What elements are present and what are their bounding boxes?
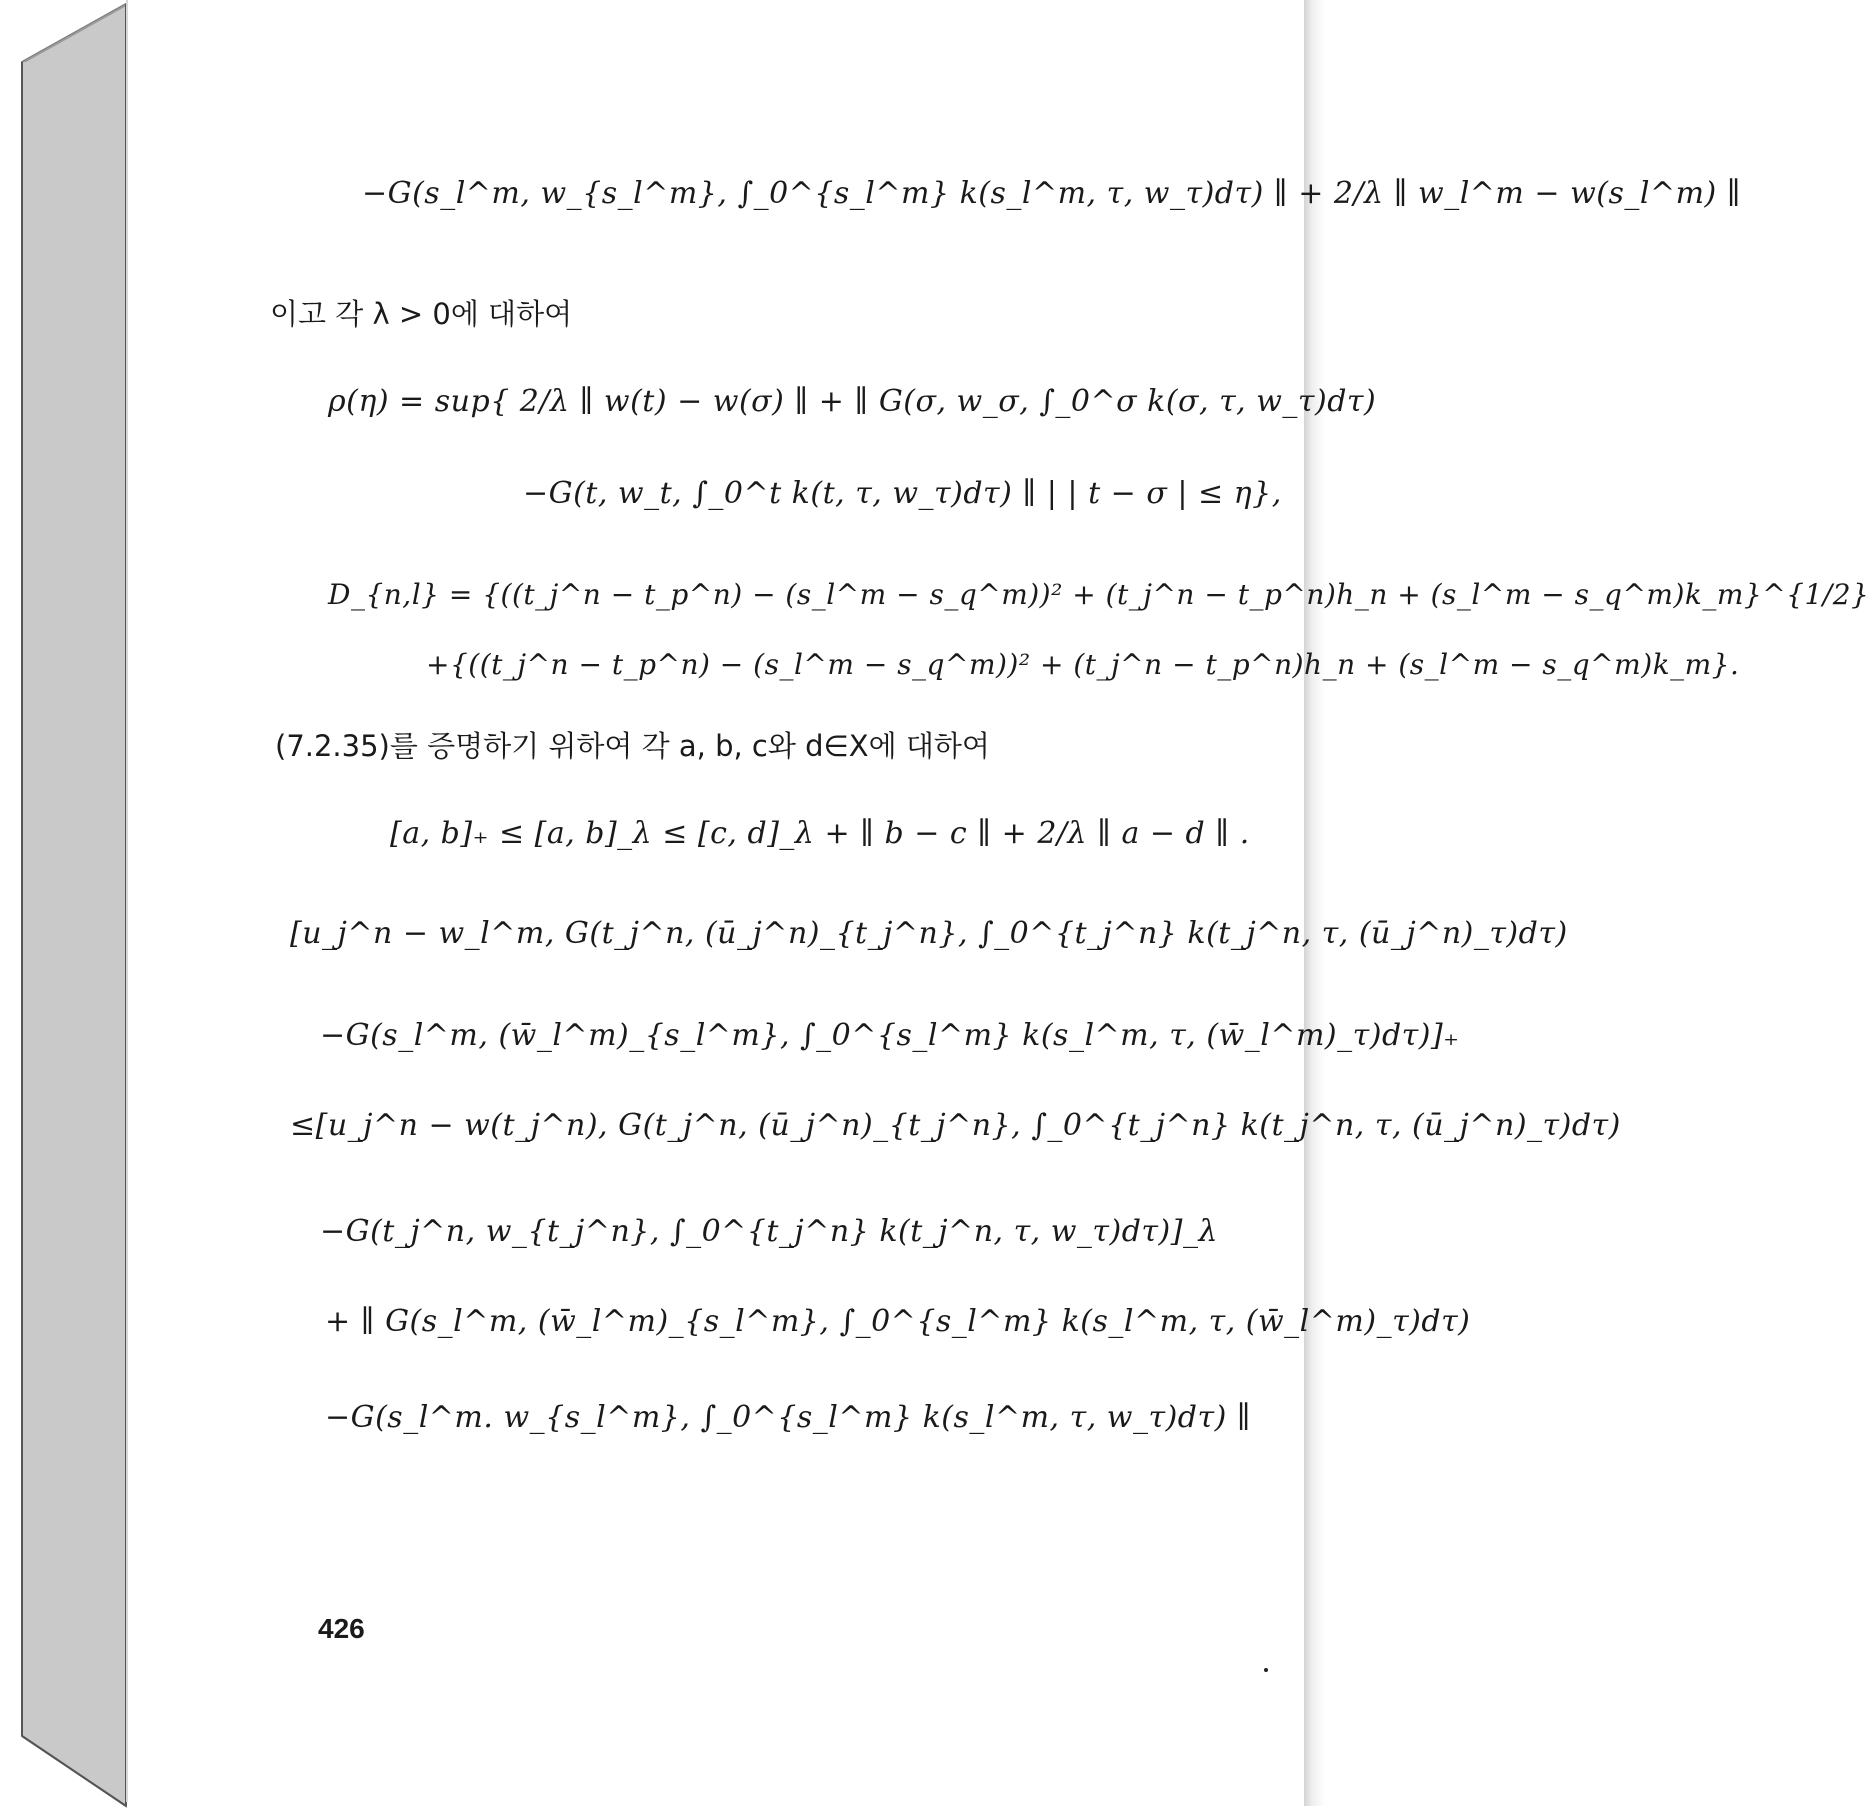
equation-line-3: −G(t, w_t, ∫_0^t k(t, τ, w_τ)dτ) ∥ | | t − σ | ≤ η},	[523, 476, 1282, 511]
equation-line-2: ρ(η) = sup{ 2/λ ∥ w(t) − w(σ) ∥ + ∥ G(σ, w_σ, ∫_0^σ k(σ, τ, w_τ)dτ)	[328, 384, 1377, 419]
page-number: 426	[318, 1613, 365, 1644]
equation-line-12: −G(s_l^m. w_{s_l^m}, ∫_0^{s_l^m} k(s_l^m, τ, w_τ)dτ) ∥	[325, 1400, 1252, 1435]
equation-line-5: +{((t_j^n − t_p^n) − (s_l^m − s_q^m))² + (t_j^n − t_p^n)h_n + (s_l^m − s_q^m)k_m}.	[426, 648, 1740, 681]
text-line-2: (7.2.35)를 증명하기 위하여 각 a, b, c와 d∈X에 대하여	[275, 729, 990, 763]
equation-line-10: −G(t_j^n, w_{t_j^n}, ∫_0^{t_j^n} k(t_j^n, τ, w_τ)dτ)]_λ	[320, 1214, 1218, 1249]
text-line-1: 이고 각 λ > 0에 대하여	[270, 297, 573, 331]
equation-line-6: [a, b]₊ ≤ [a, b]_λ ≤ [c, d]_λ + ∥ b − c ∥ + 2/λ ∥ a − d ∥ .	[390, 816, 1250, 851]
equation-line-9: ≤[u_j^n − w(t_j^n), G(t_j^n, (ū_j^n)_{t_j^n}, ∫_0^{t_j^n} k(t_j^n, τ, (ū_j^n)_τ)dτ)	[290, 1108, 1621, 1143]
equation-line-4: D_{n,l} = {((t_j^n − t_p^n) − (s_l^m − s_q^m))² + (t_j^n − t_p^n)h_n + (s_l^m − s_q^m)k_m}^{1/2}	[328, 578, 1869, 611]
equation-line-8: −G(s_l^m, (w̄_l^m)_{s_l^m}, ∫_0^{s_l^m} k(s_l^m, τ, (w̄_l^m)_τ)dτ)]₊	[320, 1018, 1460, 1053]
document-page	[126, 0, 1306, 1802]
scan-speck	[1264, 1668, 1268, 1672]
equation-line-11: + ∥ G(s_l^m, (w̄_l^m)_{s_l^m}, ∫_0^{s_l^m} k(s_l^m, τ, (w̄_l^m)_τ)dτ)	[325, 1304, 1471, 1339]
page-edge-shadow	[1304, 0, 1325, 1806]
equation-line-1: −G(s_l^m, w_{s_l^m}, ∫_0^{s_l^m} k(s_l^m, τ, w_τ)dτ) ∥ + 2/λ ∥ w_l^m − w(s_l^m) ∥	[362, 176, 1742, 211]
equation-line-7: [u_j^n − w_l^m, G(t_j^n, (ū_j^n)_{t_j^n}, ∫_0^{t_j^n} k(t_j^n, τ, (ū_j^n)_τ)dτ)	[290, 916, 1568, 951]
